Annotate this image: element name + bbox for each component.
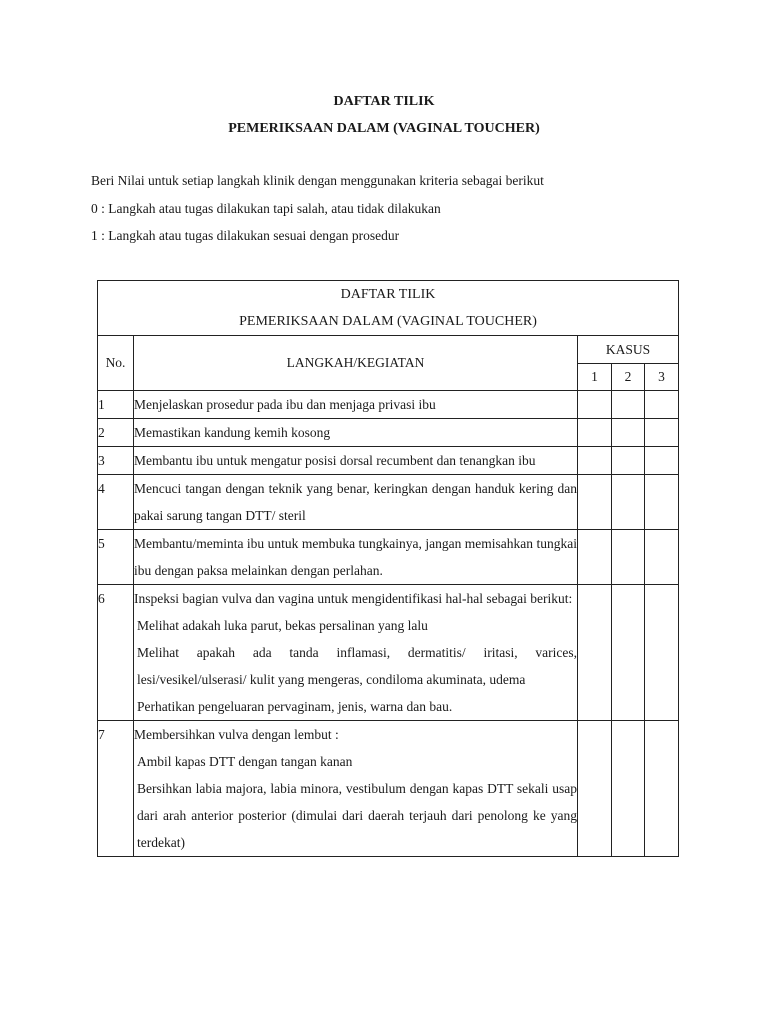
column-header-no: No.	[98, 336, 134, 391]
step-text: Membersihkan vulva dengan lembut :	[134, 727, 339, 742]
table-row	[98, 530, 679, 585]
step-subitem: Bersihkan labia majora, labia minora, vestibulum dengan kapas DTT sekali usap dari arah anterior posterior (dimulai dari daerah terjauh dari penolong ke yang terdekat)	[137, 781, 577, 850]
kasus-2-score-cell[interactable]	[612, 530, 645, 585]
step-text: Membantu/meminta ibu untuk membuka tungkainya, jangan memisahkan tungkai ibu dengan paksa melainkan dengan perlahan.	[134, 536, 577, 578]
row-number: 6	[98, 585, 134, 721]
table-title-cell	[98, 281, 679, 336]
kasus-3-score-cell[interactable]	[645, 721, 679, 857]
table-row	[98, 419, 679, 447]
row-step	[134, 391, 578, 419]
step-text: Membantu ibu untuk mengatur posisi dorsal recumbent dan tenangkan ibu	[134, 453, 536, 468]
intro-line: 0 : Langkah atau tugas dilakukan tapi salah, atau tidak dilakukan	[91, 201, 441, 216]
kasus-3-score-cell[interactable]	[645, 419, 679, 447]
kasus-2-score-cell[interactable]	[612, 391, 645, 419]
row-number: 5	[98, 530, 134, 585]
row-step	[134, 419, 578, 447]
row-step	[134, 447, 578, 475]
step-subitem: Melihat apakah ada tanda inflamasi, dermatitis/ iritasi, varices, lesi/vesikel/ulserasi/ kulit yang mengeras, condiloma akuminata, udema	[137, 645, 577, 687]
kasus-1-score-cell[interactable]	[578, 475, 612, 530]
column-header-step: LANGKAH/KEGIATAN	[134, 336, 578, 391]
row-step	[134, 721, 578, 857]
row-number: 7	[98, 721, 134, 857]
kasus-3-score-cell[interactable]	[645, 585, 679, 721]
table-subtitle: PEMERIKSAAN DALAM (VAGINAL TOUCHER)	[239, 314, 537, 329]
step-text: Mencuci tangan dengan teknik yang benar, keringkan dengan handuk kering dan pakai sarung tangan DTT/ steril	[134, 481, 577, 523]
kasus-2-score-cell[interactable]	[612, 475, 645, 530]
table-row	[98, 475, 679, 530]
step-text: Menjelaskan prosedur pada ibu dan menjaga privasi ibu	[134, 397, 436, 412]
kasus-3-score-cell[interactable]	[645, 391, 679, 419]
table-title: DAFTAR TILIK	[340, 287, 436, 302]
kasus-2-score-cell[interactable]	[612, 721, 645, 857]
kasus-2-score-cell[interactable]	[612, 419, 645, 447]
kasus-2-score-cell[interactable]	[612, 447, 645, 475]
row-step	[134, 585, 578, 721]
table-row	[98, 585, 679, 721]
kasus-number: 2	[612, 364, 645, 391]
kasus-1-score-cell[interactable]	[578, 585, 612, 721]
step-subitem: Ambil kapas DTT dengan tangan kanan	[137, 754, 353, 769]
kasus-number: 1	[578, 364, 612, 391]
page-title: DAFTAR TILIK	[333, 94, 435, 109]
page-subtitle: PEMERIKSAAN DALAM (VAGINAL TOUCHER)	[228, 121, 540, 136]
kasus-3-score-cell[interactable]	[645, 475, 679, 530]
column-header-kasus: KASUS	[578, 336, 679, 364]
step-text: Inspeksi bagian vulva dan vagina untuk mengidentifikasi hal-hal sebagai berikut:	[134, 591, 573, 606]
kasus-1-score-cell[interactable]	[578, 391, 612, 419]
row-number: 2	[98, 419, 134, 447]
kasus-1-score-cell[interactable]	[578, 721, 612, 857]
kasus-number: 3	[645, 364, 679, 391]
step-subitem: Melihat adakah luka parut, bekas persalinan yang lalu	[137, 618, 428, 633]
checklist-body	[98, 391, 679, 857]
kasus-1-score-cell[interactable]	[578, 447, 612, 475]
table-row	[98, 721, 679, 857]
row-step	[134, 475, 578, 530]
step-subitem: Perhatikan pengeluaran pervaginam, jenis, warna dan bau.	[137, 699, 453, 714]
table-row	[98, 447, 679, 475]
kasus-3-score-cell[interactable]	[645, 447, 679, 475]
row-number: 1	[98, 391, 134, 419]
row-number: 4	[98, 475, 134, 530]
intro-line: Beri Nilai untuk setiap langkah klinik dengan menggunakan kriteria sebagai berikut	[91, 173, 544, 188]
row-step	[134, 530, 578, 585]
kasus-3-score-cell[interactable]	[645, 530, 679, 585]
intro-line: 1 : Langkah atau tugas dilakukan sesuai dengan prosedur	[91, 228, 400, 243]
table-row	[98, 391, 679, 419]
step-text: Memastikan kandung kemih kosong	[134, 425, 331, 440]
row-number: 3	[98, 447, 134, 475]
kasus-1-score-cell[interactable]	[578, 530, 612, 585]
checklist-table	[97, 280, 679, 857]
kasus-2-score-cell[interactable]	[612, 585, 645, 721]
kasus-1-score-cell[interactable]	[578, 419, 612, 447]
